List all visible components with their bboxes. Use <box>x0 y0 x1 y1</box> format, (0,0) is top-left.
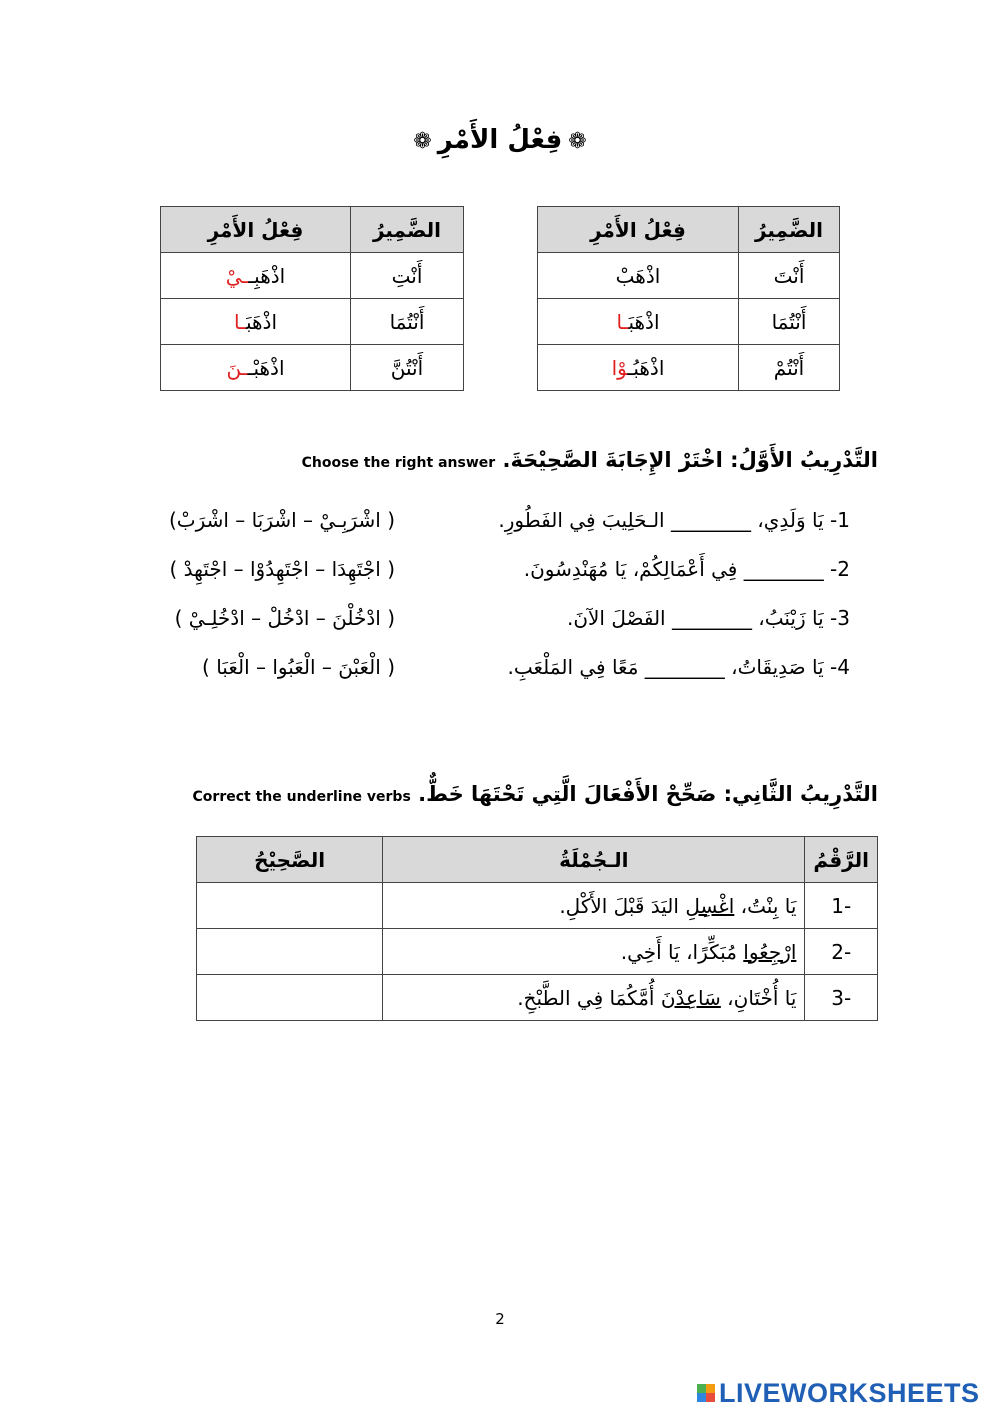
sentence-part: يَا أُخْتَانِ، <box>720 985 797 1010</box>
table-row <box>538 345 840 391</box>
underlined-verb: سَاعِدْنَ <box>660 985 721 1010</box>
question-options[interactable]: ( اجْتَهِدَا – اجْتَهِدُوْا – اجْتَهِدْ ) <box>169 557 395 581</box>
page-title <box>0 125 1000 155</box>
sentence-part: يَا بِنْتُ، <box>734 893 797 918</box>
verb-stem: اذْهَبُـ <box>627 355 665 380</box>
table-row <box>161 345 464 391</box>
header-answer: الصَّحِيْحُ <box>197 837 383 883</box>
question-sentence: 1- يَا وَلَدِي، ________ الـحَلِيبَ فِي الفَطُورِ. <box>498 508 850 532</box>
verb-cell <box>538 253 739 299</box>
row-number: -1 <box>805 883 878 929</box>
conjugation-table-feminine <box>160 206 464 391</box>
question-row <box>0 557 1000 597</box>
page-number: 2 <box>495 1310 505 1328</box>
sentence-part: مُبَكِّرًا، يَا أَخِي. <box>620 939 744 964</box>
liveworksheets-logo[interactable] <box>697 1378 980 1408</box>
verb-ending: وْا <box>611 355 628 380</box>
sentence-part: أُمَّكُمَا فِي الطَّبْخِ. <box>517 985 661 1010</box>
underlined-verb: اغْسِلِ <box>685 893 735 918</box>
row-number: -3 <box>805 975 878 1021</box>
table-header-row <box>197 837 878 883</box>
pronoun-cell: أَنْتَ <box>739 253 840 299</box>
answer-field[interactable] <box>197 929 383 975</box>
row-sentence <box>383 883 805 929</box>
table-row <box>197 883 878 929</box>
table-header-row <box>538 207 840 253</box>
pronoun-cell: أَنْتُنَّ <box>351 345 464 391</box>
header-verb: فِعْلُ الأَمْرِ <box>538 207 739 253</box>
verb-cell <box>161 253 351 299</box>
exercise1-heading <box>296 448 878 472</box>
header-pronoun: الضَّمِيرُ <box>351 207 464 253</box>
verb-ending: ـيْ <box>225 263 249 288</box>
verb-stem: اذْهَبِـ <box>248 263 286 288</box>
verb-cell <box>161 299 351 345</box>
table-row <box>161 299 464 345</box>
pronoun-cell: أَنْتُمْ <box>739 345 840 391</box>
table-header-row <box>161 207 464 253</box>
correction-table <box>196 836 878 1021</box>
verb-ending: ـا <box>616 309 629 334</box>
question-options[interactable]: ( اشْرَبِـيْ – اشْرَبَا – اشْرَبْ) <box>168 508 395 532</box>
exercise1-heading-english: Choose the right answer <box>301 455 496 471</box>
underlined-verb: ارْجِعُوا <box>743 939 797 964</box>
row-sentence <box>383 975 805 1021</box>
header-pronoun: الضَّمِيرُ <box>739 207 840 253</box>
verb-stem: اذْهَبَ <box>245 309 277 334</box>
verb-cell <box>538 345 739 391</box>
table-row <box>538 253 840 299</box>
exercise1-heading-arabic: التَّدْرِيبُ الأَوَّلُ: اخْتَرْ الإِجَابَةَ الصَّحِيْحَةَ. <box>502 448 878 472</box>
logo-grid-icon <box>697 1384 715 1402</box>
flower-ornament-icon: ❁ <box>413 129 432 154</box>
question-sentence: 2- ________ فِي أَعْمَالِكُمْ، يَا مُهَنْدِسُونَ. <box>523 557 850 581</box>
verb-stem: اذْهَبْـ <box>247 355 285 380</box>
exercise2-heading-english: Correct the underline verbs <box>192 789 411 805</box>
verb-stem: اذْهَبْ <box>615 263 661 288</box>
sentence-part: اليَدَ قَبْلَ الأَكْلِ. <box>559 893 686 918</box>
question-row <box>0 508 1000 548</box>
question-row <box>0 655 1000 695</box>
pronoun-cell: أَنْتِ <box>351 253 464 299</box>
answer-field[interactable] <box>197 975 383 1021</box>
exercise2-heading <box>187 782 878 806</box>
table-row <box>197 975 878 1021</box>
brand-name: LIVEWORKSHEETS <box>719 1377 980 1408</box>
pronoun-cell: أَنْتُمَا <box>739 299 840 345</box>
header-number: الرَّقْمُ <box>805 837 878 883</box>
verb-cell <box>161 345 351 391</box>
question-options[interactable]: ( ادْخُلْنَ – ادْخُلْ – ادْخُلِـيْ ) <box>174 606 395 630</box>
question-sentence: 3- يَا زَيْنَبُ، ________ الفَصْلَ الآنَ. <box>566 606 850 630</box>
verb-ending: ـا <box>234 309 246 334</box>
table-row <box>197 929 878 975</box>
question-options[interactable]: ( الْعَبْنَ – الْعَبُوا – الْعَبَا ) <box>202 655 395 679</box>
verb-stem: اذْهَبَ <box>628 309 660 334</box>
exercise2-heading-arabic: التَّدْرِيبُ الثَّانِي: صَحِّحْ الأَفْعَالَ الَّتِي تَحْتَهَا خَطٌّ. <box>418 782 878 806</box>
header-verb: فِعْلُ الأَمْرِ <box>161 207 351 253</box>
table-row <box>538 299 840 345</box>
row-sentence <box>383 929 805 975</box>
pronoun-cell: أَنْتُمَا <box>351 299 464 345</box>
answer-field[interactable] <box>197 883 383 929</box>
flower-ornament-icon: ❁ <box>568 129 587 154</box>
table-row <box>161 253 464 299</box>
row-number: -2 <box>805 929 878 975</box>
header-sentence: الـجُمْلَةُ <box>383 837 805 883</box>
verb-ending: ـنَ <box>226 355 248 380</box>
question-row <box>0 606 1000 646</box>
verb-cell <box>538 299 739 345</box>
question-sentence: 4- يَا صَدِيقَاتُ، ________ مَعًا فِي المَلْعَبِ. <box>507 655 850 679</box>
conjugation-table-masculine <box>537 206 840 391</box>
title-text: فِعْلُ الأَمْرِ <box>437 125 563 155</box>
